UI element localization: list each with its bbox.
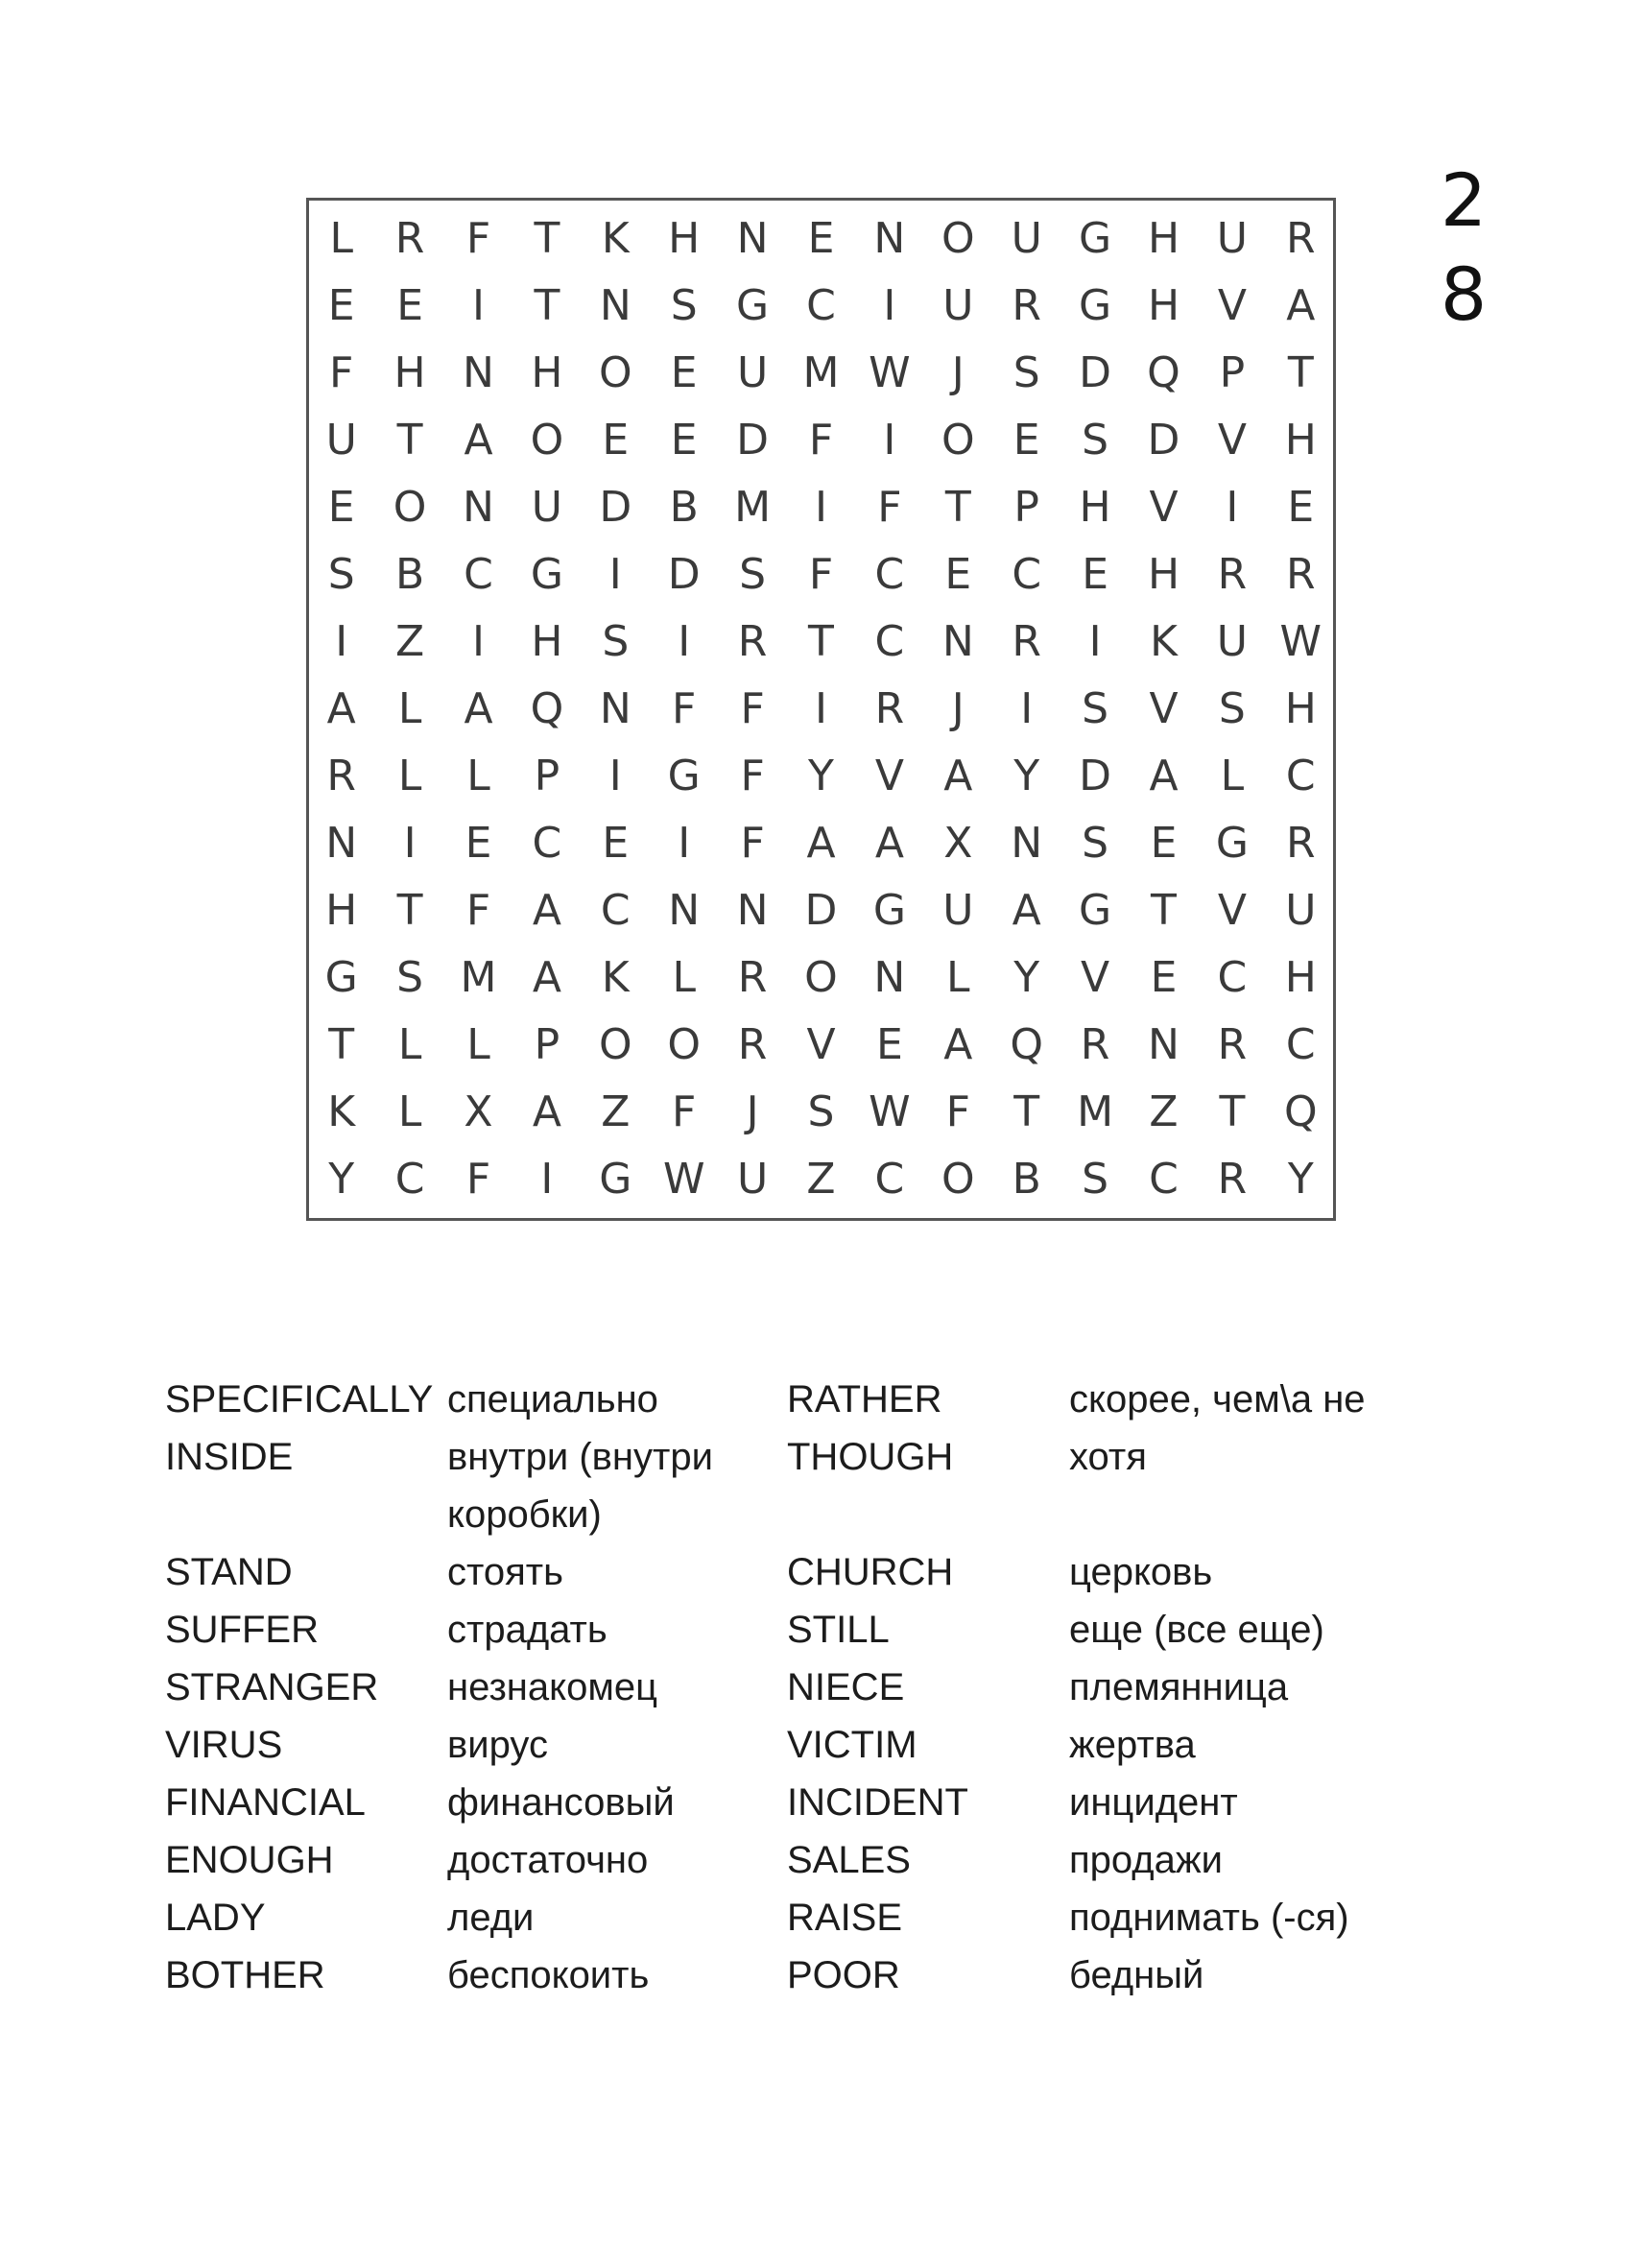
grid-letter[interactable]: U (942, 886, 974, 936)
vocabulary-row (165, 1543, 1509, 1601)
grid-letter[interactable]: H (393, 347, 426, 397)
grid-letter[interactable]: C (1285, 1020, 1316, 1070)
english-word: VICTIM (787, 1724, 917, 1766)
grid-letter[interactable]: N (941, 616, 974, 666)
grid-letter[interactable]: E (1150, 819, 1178, 869)
page-number (1435, 154, 1492, 342)
grid-letter[interactable]: F (465, 213, 491, 263)
grid-letter[interactable]: N (1011, 819, 1043, 869)
grid-letter[interactable]: H (1284, 953, 1317, 1003)
grid-letter[interactable]: T (328, 1020, 355, 1070)
grid-letter[interactable]: P (1219, 347, 1246, 397)
page-number-digit: 2 (1440, 157, 1488, 243)
grid-letter[interactable]: L (397, 1087, 422, 1137)
grid-letter[interactable]: O (598, 1020, 632, 1070)
grid-letter[interactable]: X (464, 1087, 493, 1137)
grid-letter[interactable]: M (802, 347, 840, 397)
grid-letter[interactable]: K (327, 1087, 356, 1137)
grid-letter[interactable]: E (944, 549, 972, 599)
grid-letter[interactable]: E (1013, 415, 1040, 465)
grid-letter[interactable]: V (1149, 683, 1179, 733)
grid-letter[interactable]: O (598, 347, 632, 397)
grid-letter[interactable]: R (1217, 1020, 1248, 1070)
grid-letter[interactable]: H (325, 886, 358, 936)
russian-translation: хотя (1069, 1436, 1147, 1478)
russian-translation: леди (447, 1897, 535, 1939)
grid-letter[interactable]: F (808, 415, 834, 465)
grid-letter[interactable]: S (1082, 415, 1109, 465)
grid-letter[interactable]: N (463, 482, 494, 532)
grid-letter[interactable]: F (740, 819, 765, 869)
grid-letter[interactable]: Z (1149, 1087, 1179, 1137)
grid-letter[interactable]: U (1216, 616, 1248, 666)
grid-letter[interactable]: I (815, 482, 827, 532)
grid-letter[interactable]: U (1011, 213, 1042, 263)
grid-letter[interactable]: O (941, 1155, 975, 1205)
grid-letter[interactable]: U (1285, 886, 1317, 936)
grid-letter[interactable]: D (804, 886, 838, 936)
grid-letter[interactable]: R (874, 683, 905, 733)
grid-letter[interactable]: B (395, 549, 425, 599)
grid-letter[interactable]: M (734, 482, 772, 532)
grid-letter[interactable]: Y (1287, 1155, 1314, 1205)
grid-letter[interactable]: M (460, 953, 497, 1003)
grid-letter[interactable]: I (1088, 616, 1102, 666)
grid-letter[interactable]: V (1217, 415, 1247, 465)
grid-letter[interactable]: I (815, 683, 827, 733)
grid-letter[interactable]: N (736, 213, 769, 263)
russian-translation: вирус (447, 1724, 548, 1766)
grid-letter[interactable]: A (943, 1020, 973, 1070)
grid-letter[interactable]: L (397, 1020, 422, 1070)
english-word: CHURCH (787, 1551, 954, 1593)
grid-letter[interactable]: G (599, 1155, 632, 1205)
vocabulary-row (165, 1946, 1509, 2004)
english-word: BOTHER (165, 1954, 325, 1996)
grid-letter[interactable]: E (602, 819, 630, 869)
grid-letter[interactable]: I (335, 616, 348, 666)
grid-letter[interactable]: C (1217, 953, 1248, 1003)
grid-letter[interactable]: I (540, 1155, 554, 1205)
grid-letter[interactable]: N (873, 953, 906, 1003)
grid-letter[interactable]: R (394, 213, 425, 263)
grid-letter[interactable]: N (668, 886, 701, 936)
english-word: INCIDENT (787, 1781, 968, 1824)
grid-letter[interactable]: A (464, 415, 493, 465)
grid-letter[interactable]: E (327, 482, 355, 532)
grid-letter[interactable]: L (397, 752, 422, 801)
english-word: THOUGH (787, 1436, 954, 1478)
grid-letter[interactable]: G (1215, 819, 1249, 869)
english-word: VIRUS (165, 1724, 283, 1766)
grid-letter[interactable]: I (472, 280, 485, 330)
grid-letter[interactable]: S (1082, 1155, 1109, 1205)
grid-letter[interactable]: O (393, 482, 427, 532)
grid-letter[interactable]: E (1150, 953, 1178, 1003)
grid-letter[interactable]: W (869, 347, 911, 397)
grid-letter[interactable]: R (737, 1020, 768, 1070)
grid-letter[interactable]: S (602, 616, 630, 666)
russian-translation: племянница (1069, 1666, 1289, 1708)
vocabulary-row (165, 1659, 1509, 1716)
russian-translation: специально (447, 1378, 658, 1420)
russian-translation: беспокоить (447, 1954, 650, 1996)
grid-letter[interactable]: F (808, 549, 834, 599)
vocabulary-row (165, 1601, 1509, 1659)
grid-letter[interactable]: I (883, 280, 896, 330)
english-word: STAND (165, 1551, 293, 1593)
russian-translation: инцидент (1069, 1781, 1238, 1824)
russian-translation: страдать (447, 1609, 608, 1651)
grid-letter[interactable]: J (746, 1087, 759, 1137)
grid-letter[interactable]: L (466, 1020, 490, 1070)
grid-letter[interactable]: F (740, 752, 765, 801)
grid-letter[interactable]: L (466, 752, 490, 801)
grid-letter[interactable]: A (806, 819, 836, 869)
english-word: RAISE (787, 1897, 903, 1939)
grid-letter[interactable]: G (872, 886, 906, 936)
grid-letter[interactable]: E (396, 280, 423, 330)
english-word: STILL (787, 1609, 890, 1651)
grid-letter[interactable]: Q (530, 683, 564, 733)
grid-letter[interactable]: Q (1010, 1020, 1044, 1070)
grid-letter[interactable]: D (1079, 347, 1112, 397)
grid-letter[interactable]: K (601, 953, 630, 1003)
grid-letter[interactable]: J (951, 683, 965, 733)
grid-letter[interactable]: C (600, 886, 631, 936)
grid-letter[interactable]: H (1079, 482, 1111, 532)
grid-letter[interactable]: F (329, 347, 354, 397)
grid-letter[interactable]: I (608, 752, 622, 801)
grid-letter[interactable]: C (1149, 1155, 1179, 1205)
english-word: LADY (165, 1897, 266, 1939)
grid-letter[interactable]: N (873, 213, 906, 263)
grid-letter[interactable]: T (534, 280, 560, 330)
grid-letter[interactable]: E (327, 280, 355, 330)
grid-letter[interactable]: R (1286, 213, 1316, 263)
grid-letter[interactable]: T (396, 415, 423, 465)
vocabulary-row (165, 1889, 1509, 1946)
grid-letter[interactable]: R (1217, 549, 1248, 599)
grid-letter[interactable]: T (808, 616, 834, 666)
grid-letter[interactable]: U (942, 280, 974, 330)
grid-letter[interactable]: E (602, 415, 630, 465)
grid-letter[interactable]: C (464, 549, 493, 599)
grid-letter[interactable]: R (1286, 819, 1316, 869)
grid-letter[interactable]: C (806, 280, 836, 330)
grid-letter[interactable]: V (1217, 280, 1247, 330)
grid-letter[interactable]: T (534, 213, 560, 263)
russian-translation: бедный (1069, 1954, 1204, 1996)
grid-letter[interactable]: H (1284, 415, 1317, 465)
grid-letter[interactable]: N (1148, 1020, 1179, 1070)
grid-letter[interactable]: V (1081, 953, 1110, 1003)
grid-letter[interactable]: P (1013, 482, 1039, 532)
grid-letter[interactable]: S (670, 280, 698, 330)
english-word: SALES (787, 1839, 911, 1881)
vocabulary-row (165, 1428, 1509, 1543)
grid-letter[interactable]: T (1013, 1087, 1040, 1137)
grid-letter[interactable]: F (945, 1087, 970, 1137)
grid-letter[interactable]: I (608, 549, 622, 599)
grid-letter[interactable]: Y (1013, 953, 1040, 1003)
grid-letter[interactable]: A (943, 752, 973, 801)
grid-letter[interactable]: H (1147, 549, 1180, 599)
russian-translation: незнакомец (447, 1666, 657, 1708)
grid-letter[interactable]: E (670, 347, 698, 397)
grid-letter[interactable]: C (874, 616, 905, 666)
grid-letter[interactable]: N (736, 886, 769, 936)
grid-letter[interactable]: R (1012, 280, 1041, 330)
grid-letter[interactable]: H (1147, 280, 1180, 330)
english-word: SUFFER (165, 1609, 319, 1651)
grid-letter[interactable]: I (678, 616, 691, 666)
english-word: POOR (787, 1954, 900, 1996)
grid-letter[interactable]: R (1217, 1155, 1248, 1205)
grid-letter[interactable]: X (943, 819, 973, 869)
english-word: ENOUGH (165, 1839, 334, 1881)
grid-letter[interactable]: E (807, 213, 835, 263)
grid-letter[interactable]: E (1082, 549, 1108, 599)
grid-letter[interactable]: R (1080, 1020, 1110, 1070)
grid-letter[interactable]: A (326, 683, 356, 733)
grid-letter[interactable]: A (874, 819, 904, 869)
english-word: FINANCIAL (165, 1781, 366, 1824)
grid-letter[interactable]: L (672, 953, 696, 1003)
page-number-digit: 8 (1440, 251, 1488, 337)
grid-letter[interactable]: N (325, 819, 358, 869)
grid-letter[interactable]: U (1216, 213, 1248, 263)
grid-letter[interactable]: R (737, 953, 768, 1003)
grid-letter[interactable]: I (472, 616, 485, 666)
english-word: STRANGER (165, 1666, 379, 1708)
grid-letter[interactable]: H (668, 213, 701, 263)
grid-letter[interactable]: S (1013, 347, 1040, 397)
grid-letter[interactable]: F (672, 1087, 697, 1137)
grid-letter[interactable]: S (807, 1087, 835, 1137)
grid-letter[interactable]: N (599, 280, 631, 330)
grid-letter[interactable]: A (464, 683, 493, 733)
grid-letter[interactable]: B (669, 482, 699, 532)
russian-translation: достаточно (447, 1839, 649, 1881)
grid-letter[interactable]: C (874, 549, 905, 599)
grid-letter[interactable]: H (531, 347, 563, 397)
grid-letter[interactable]: C (1012, 549, 1042, 599)
grid-letter[interactable]: A (1149, 752, 1179, 801)
grid-letter[interactable]: Y (808, 752, 834, 801)
grid-letter[interactable]: G (324, 953, 358, 1003)
grid-letter[interactable]: H (1147, 213, 1180, 263)
grid-letter[interactable]: O (667, 1020, 702, 1070)
grid-letter[interactable]: N (599, 683, 631, 733)
grid-letter[interactable]: D (599, 482, 632, 532)
grid-letter[interactable]: M (1077, 1087, 1114, 1137)
grid-letter[interactable]: V (806, 1020, 836, 1070)
grid-letter[interactable]: L (329, 213, 353, 263)
grid-letter[interactable]: R (1286, 549, 1316, 599)
grid-letter[interactable]: H (531, 616, 563, 666)
grid-letter[interactable]: F (465, 1155, 491, 1205)
grid-letter[interactable]: N (463, 347, 494, 397)
russian-translation: поднимать (-ся) (1069, 1897, 1349, 1939)
grid-letter[interactable]: O (941, 213, 975, 263)
grid-letter[interactable]: C (532, 819, 562, 869)
grid-letter[interactable]: R (1012, 616, 1041, 666)
russian-translation: внутри (внутри коробки) (447, 1436, 713, 1536)
grid-letter[interactable]: C (394, 1155, 425, 1205)
grid-letter[interactable]: I (883, 415, 896, 465)
vocabulary-row (165, 1371, 1509, 1428)
grid-letter[interactable]: I (403, 819, 417, 869)
english-word: INSIDE (165, 1436, 294, 1478)
grid-letter[interactable]: U (736, 1155, 769, 1205)
russian-translation: продажи (1069, 1839, 1223, 1881)
russian-translation: финансовый (447, 1781, 675, 1824)
grid-letter[interactable]: A (532, 953, 561, 1003)
grid-letter[interactable]: F (465, 886, 491, 936)
russian-translation: скорее, чем\а не (1069, 1378, 1366, 1420)
grid-letter[interactable]: K (1150, 616, 1178, 666)
grid-letter[interactable]: D (1079, 752, 1112, 801)
grid-letter[interactable]: Y (1013, 752, 1040, 801)
grid-letter[interactable]: E (465, 819, 492, 869)
grid-letter[interactable]: F (672, 683, 697, 733)
grid-letter[interactable]: S (739, 549, 767, 599)
grid-letter[interactable]: J (951, 347, 965, 397)
grid-letter[interactable]: S (1082, 683, 1109, 733)
russian-translation: церковь (1069, 1551, 1213, 1593)
grid-letter[interactable]: S (1218, 683, 1246, 733)
grid-letter[interactable]: Y (328, 1155, 355, 1205)
grid-letter[interactable]: T (396, 886, 423, 936)
grid-letter[interactable]: G (1079, 280, 1112, 330)
grid-letter[interactable]: T (1287, 347, 1314, 397)
grid-letter[interactable]: T (1219, 1087, 1246, 1137)
grid-letter[interactable]: Q (1147, 347, 1180, 397)
grid-letter[interactable]: O (530, 415, 564, 465)
vocabulary-row (165, 1774, 1509, 1831)
russian-translation: стоять (447, 1551, 563, 1593)
grid-letter[interactable]: S (1082, 819, 1109, 869)
grid-letter[interactable]: O (804, 953, 838, 1003)
grid-letter[interactable]: D (736, 415, 770, 465)
russian-translation: жертва (1069, 1724, 1196, 1766)
grid-letter[interactable]: V (1149, 482, 1179, 532)
grid-letter[interactable]: G (1079, 213, 1112, 263)
grid-letter[interactable]: R (737, 616, 768, 666)
vocabulary-row (165, 1716, 1509, 1774)
grid-letter[interactable]: E (670, 415, 698, 465)
english-word: SPECIFICALLY (165, 1378, 434, 1420)
grid-letter[interactable]: F (877, 482, 902, 532)
grid-letter[interactable]: U (325, 415, 357, 465)
grid-letter[interactable]: U (531, 482, 562, 532)
grid-letter[interactable]: A (532, 1087, 561, 1137)
russian-translation: еще (все еще) (1069, 1609, 1324, 1651)
grid-letter[interactable]: L (397, 683, 422, 733)
grid-letter[interactable]: L (1220, 752, 1245, 801)
grid-letter[interactable]: D (667, 549, 701, 599)
grid-letter[interactable]: G (530, 549, 563, 599)
grid-letter[interactable]: G (1079, 886, 1112, 936)
grid-letter[interactable]: I (1226, 482, 1239, 532)
word-search-grid (307, 204, 1335, 1213)
vocabulary-row (165, 1831, 1509, 1889)
grid-letter[interactable]: I (1020, 683, 1034, 733)
grid-letter[interactable]: A (1012, 886, 1041, 936)
grid-letter[interactable]: Z (395, 616, 425, 666)
grid-letter[interactable]: G (667, 752, 701, 801)
grid-letter[interactable]: A (532, 886, 561, 936)
english-word: NIECE (787, 1666, 905, 1708)
grid-letter[interactable]: E (875, 1020, 903, 1070)
grid-letter[interactable]: U (736, 347, 769, 397)
grid-letter[interactable]: F (740, 683, 765, 733)
grid-letter[interactable]: P (534, 1020, 560, 1070)
grid-letter[interactable]: C (874, 1155, 905, 1205)
grid-letter[interactable]: P (534, 752, 560, 801)
grid-letter[interactable]: D (1147, 415, 1180, 465)
grid-letter[interactable]: L (946, 953, 970, 1003)
grid-letter[interactable]: V (874, 752, 904, 801)
grid-letter[interactable]: E (1287, 482, 1315, 532)
grid-letter[interactable]: C (1285, 752, 1316, 801)
grid-letter[interactable]: V (1217, 886, 1247, 936)
grid-letter[interactable]: Z (806, 1155, 836, 1205)
grid-letter[interactable]: B (1012, 1155, 1041, 1205)
grid-letter[interactable]: K (601, 213, 630, 263)
grid-letter[interactable]: O (941, 415, 975, 465)
grid-letter[interactable]: T (944, 482, 971, 532)
grid-letter[interactable]: W (662, 1155, 705, 1205)
grid-letter[interactable]: H (1284, 683, 1317, 733)
vocabulary-list (165, 1371, 1509, 2004)
grid-letter[interactable]: A (1286, 280, 1316, 330)
grid-letter[interactable]: I (678, 819, 691, 869)
grid-letter[interactable]: R (326, 752, 356, 801)
grid-letter[interactable]: Q (1283, 1087, 1318, 1137)
grid-letter[interactable]: Z (601, 1087, 631, 1137)
grid-letter[interactable]: G (736, 280, 770, 330)
grid-letter[interactable]: S (396, 953, 424, 1003)
english-word: RATHER (787, 1378, 942, 1420)
grid-letter[interactable]: W (869, 1087, 911, 1137)
grid-letter[interactable]: W (1279, 616, 1322, 666)
grid-letter[interactable]: S (327, 549, 355, 599)
grid-letter[interactable]: T (1151, 886, 1177, 936)
